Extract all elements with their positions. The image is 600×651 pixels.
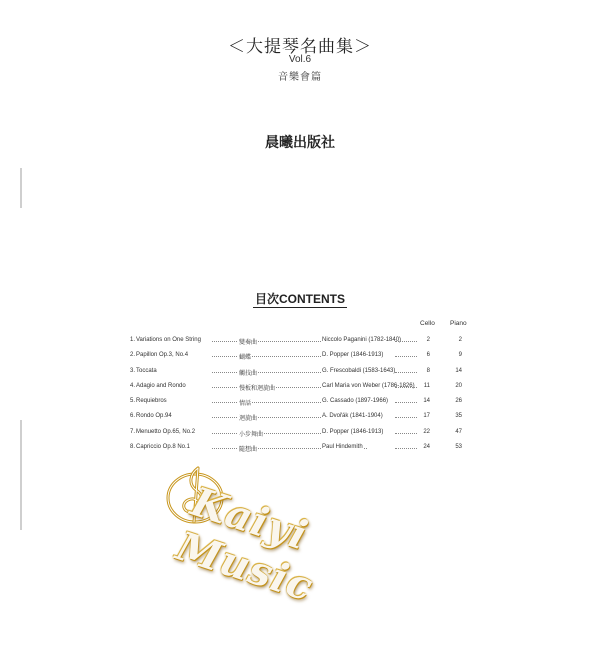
toc-cello-page: 6 [418,352,430,358]
toc-piece-title: Toccata [136,367,157,374]
toc-composer: D. Popper (1846-1913) [322,352,384,359]
toc-row [130,398,470,413]
toc-row [130,444,470,459]
toc-cello-page: 22 [418,429,430,435]
toc-piano-page: 26 [455,398,462,405]
toc-row [130,337,470,352]
toc-cello-page: 14 [418,398,430,404]
toc-cello-page: 11 [418,383,430,389]
toc-chinese-title: 小步舞曲 [239,430,264,438]
toc-piece-title: Requiebros [136,398,167,405]
toc-piece-title: Menuetto Op.65, No.2 [136,428,196,435]
piano-column-header: Piano [450,320,467,327]
toc-chinese-title: 變奏曲 [239,339,258,346]
toc-composer: A. Dvořák (1841-1904) [322,413,383,420]
page-edge-line [20,168,22,208]
cello-column-header: Cello [420,320,435,327]
watermark-text: Kaiyi Music [170,478,320,611]
toc-number: 4. [130,382,136,389]
toc-piano-page: 9 [458,352,462,359]
toc-cello-page: 8 [418,368,430,374]
toc-row [130,352,470,367]
toc-row [130,413,470,428]
toc-chinese-title: 隨想曲 [239,446,258,454]
toc-piano-page: 20 [455,382,462,389]
toc-piece-title: Capriccio Op.8 No.1 [136,444,191,451]
toc-number: 8. [130,444,136,451]
publisher-name: 晨曦出版社 [265,135,335,151]
volume-label: Vol.6 [288,54,312,65]
toc-row [130,429,470,444]
toc-chinese-title: 情話 [239,400,252,408]
toc-cello-page: 17 [418,413,430,419]
toc-piece-title: Papillon Op.3, No.4 [136,352,189,359]
toc-row [130,368,470,383]
toc-piano-page: 35 [455,413,462,420]
toc-composer: D. Popper (1846-1913) [322,428,384,435]
book-subtitle: 音樂會篇 [278,72,322,83]
toc-row [130,383,470,398]
toc-composer: Carl Maria von Weber (1786-1826) [322,382,415,389]
contents-heading-text: 目次CONTENTS [254,292,345,306]
toc-piano-page: 53 [455,444,462,451]
toc-number: 1. [130,337,136,343]
toc-cello-page: 24 [418,444,430,450]
kaiyi-music-watermark [150,460,470,611]
toc-number: 5. [130,398,136,405]
toc-composer: G. Cassado (1897-1966) [322,398,389,405]
toc-chinese-title: 觸技曲 [239,369,258,377]
toc-piece-title: Variations on One String [136,337,201,343]
toc-piece-title: Adagio and Rondo [136,382,186,389]
toc-chinese-title: 慢板和迴旋曲 [239,384,276,392]
toc-number: 3. [130,367,136,374]
toc-piano-page: 14 [455,367,462,374]
toc-composer: Niccolo Paganini (1782-1840) [322,337,402,343]
toc-chinese-title: 蝴蝶 [239,354,252,362]
toc-chinese-title: 迴旋曲 [239,415,258,423]
toc-number: 6. [130,413,136,420]
toc-number: 7. [130,428,136,435]
table-of-contents [130,337,470,459]
toc-piano-page: 47 [455,428,462,435]
toc-piece-title: Rondo Op.94 [136,413,172,420]
toc-number: 2. [130,352,136,359]
toc-cello-page: 2 [418,337,430,343]
book-title: ＜大提琴名曲集＞ [228,37,372,57]
toc-piano-page: 2 [458,337,462,343]
toc-composer: G. Frescobaldi (1583-1643) [322,367,396,374]
contents-heading [0,290,600,307]
toc-composer: Paul Hindemith [322,444,363,451]
page-edge-line [20,420,22,530]
